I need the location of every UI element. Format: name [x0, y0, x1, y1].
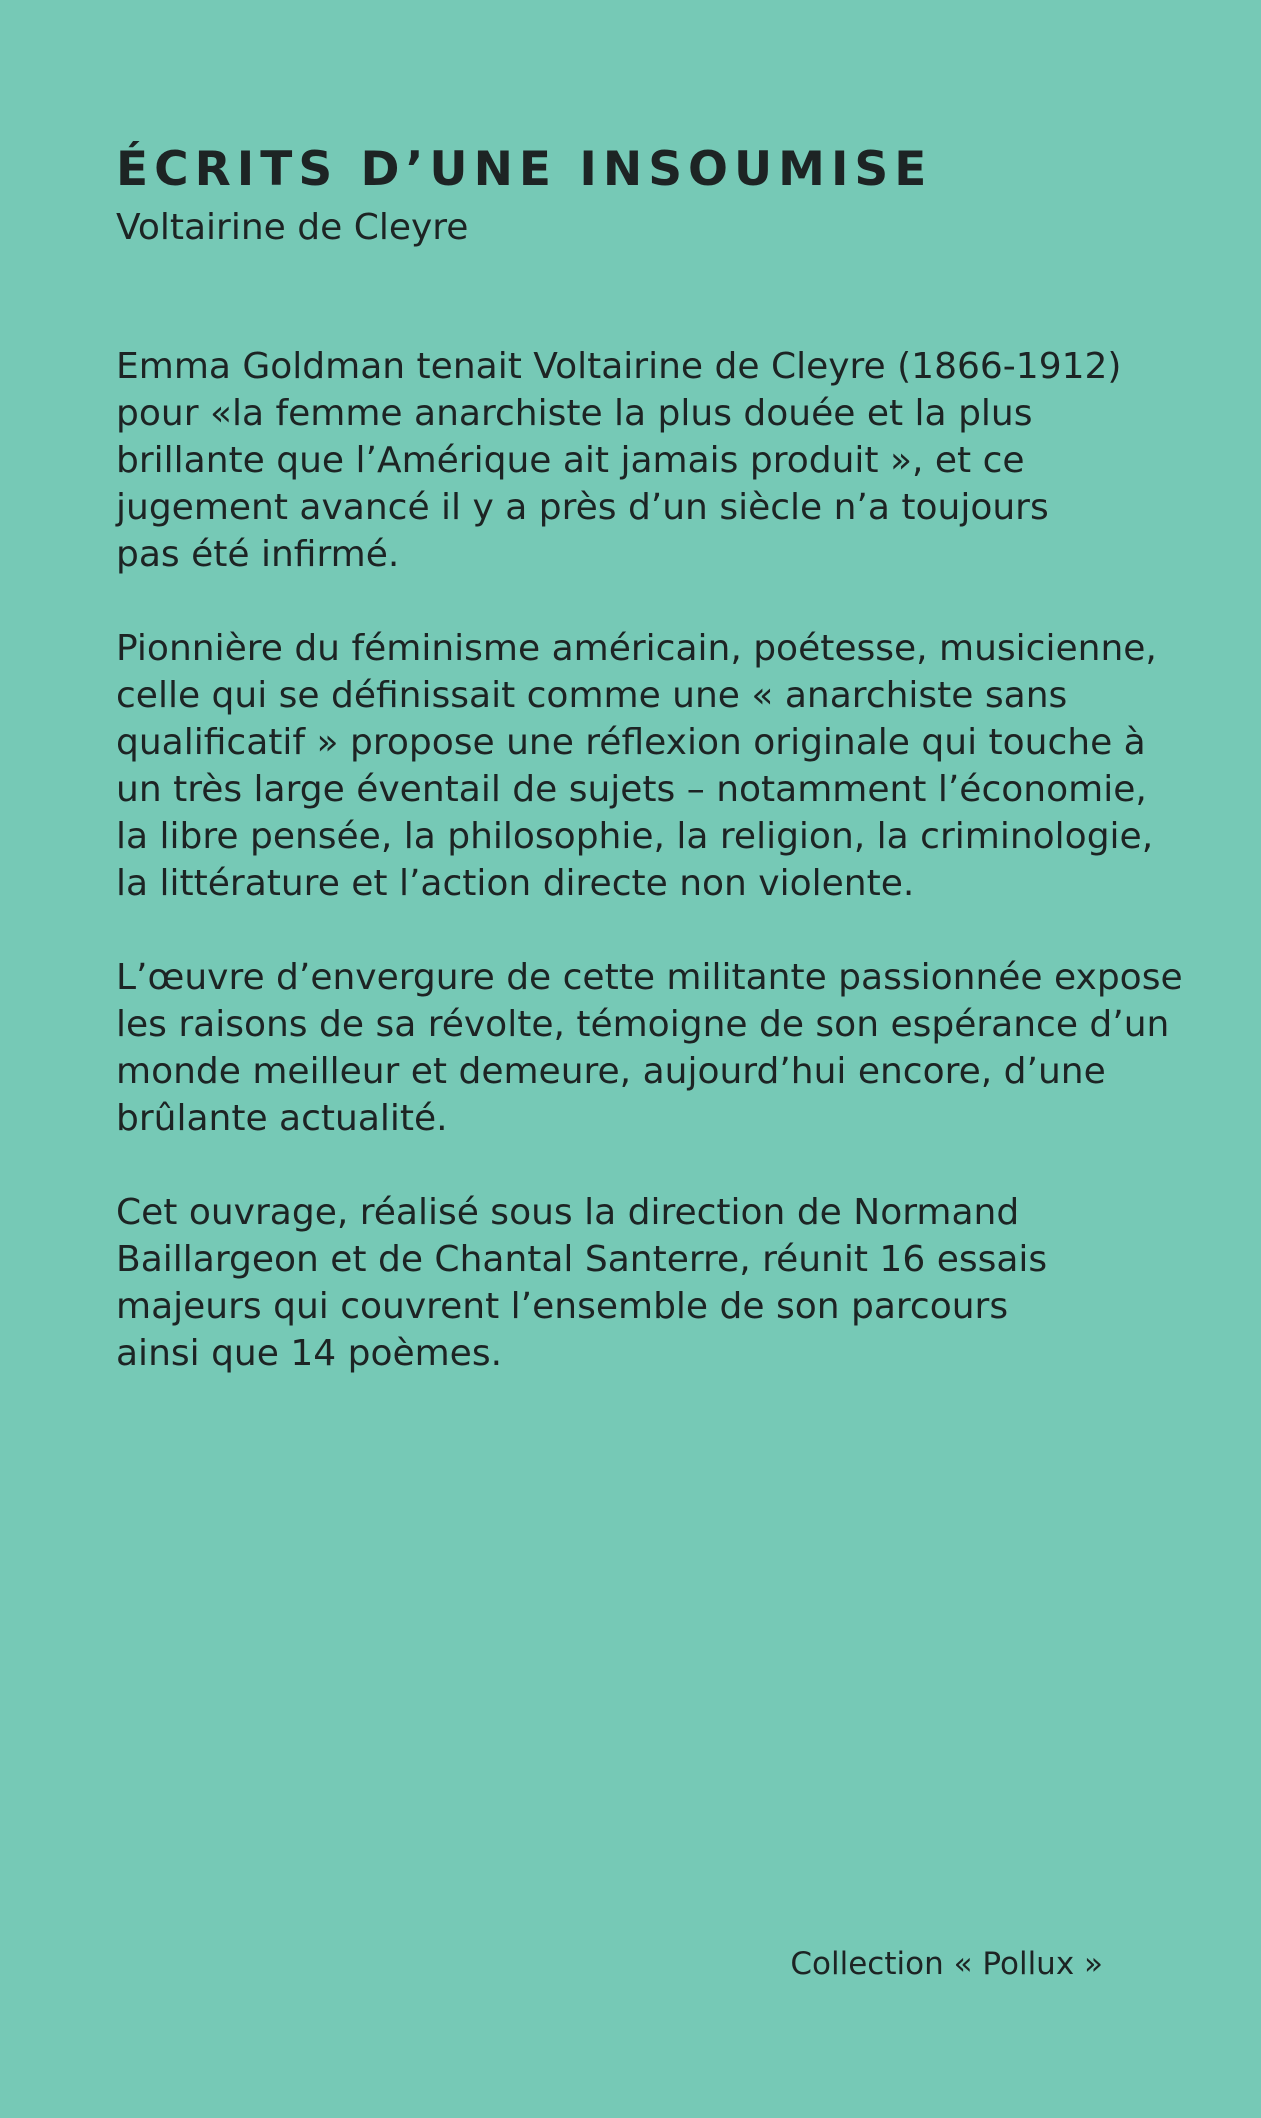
blurb-text — [116, 343, 1183, 1424]
collection-label: Collection « Pollux » — [790, 1946, 1103, 1982]
text-line: celle qui se définissait comme une « anarchiste sans — [116, 675, 1068, 716]
text-line: Pionnière du féminisme américain, poétesse, musicienne, — [116, 628, 1157, 669]
book-author: Voltairine de Cleyre — [116, 207, 469, 248]
text-line: ainsi que 14 poèmes. — [116, 1333, 503, 1374]
text-line: la libre pensée, la philosophie, la religion, la criminologie, — [116, 816, 1154, 857]
text-line: pour «la femme anarchiste la plus douée et la plus — [116, 393, 1033, 434]
blurb-paragraph — [116, 625, 1166, 907]
text-line: majeurs qui couvrent l’ensemble de son parcours — [116, 1286, 1009, 1327]
text-line: pas été infirmé. — [116, 534, 400, 575]
text-line: les raisons de sa révolte, témoigne de son espérance d’un — [116, 1004, 1170, 1045]
text-line: brûlante actualité. — [116, 1098, 448, 1139]
text-line: qualificatif » propose une réflexion originale qui touche à — [116, 722, 1146, 763]
text-line: jugement avancé il y a près d’un siècle n’a toujours — [116, 487, 1049, 528]
text-line: Baillargeon et de Chantal Santerre, réunit 16 essais — [116, 1239, 1048, 1280]
blurb-paragraph — [116, 1189, 1166, 1377]
blurb-paragraph — [116, 954, 1183, 1142]
text-line: Cet ouvrage, réalisé sous la direction de Normand — [116, 1192, 1020, 1233]
text-line: la littérature et l’action directe non violente. — [116, 863, 915, 904]
text-line: Emma Goldman tenait Voltairine de Cleyre (1866-1912) — [116, 346, 1122, 387]
blurb-paragraph — [116, 343, 1166, 578]
text-line: monde meilleur et demeure, aujourd’hui encore, d’une — [116, 1051, 1106, 1092]
book-title: ÉCRITS D’UNE INSOUMISE — [116, 142, 933, 197]
text-line: L’œuvre d’envergure de cette militante passionnée expose — [116, 957, 1183, 998]
text-line: brillante que l’Amérique ait jamais produit », et ce — [116, 440, 1025, 481]
text-line: un très large éventail de sujets – notamment l’économie, — [116, 769, 1147, 810]
